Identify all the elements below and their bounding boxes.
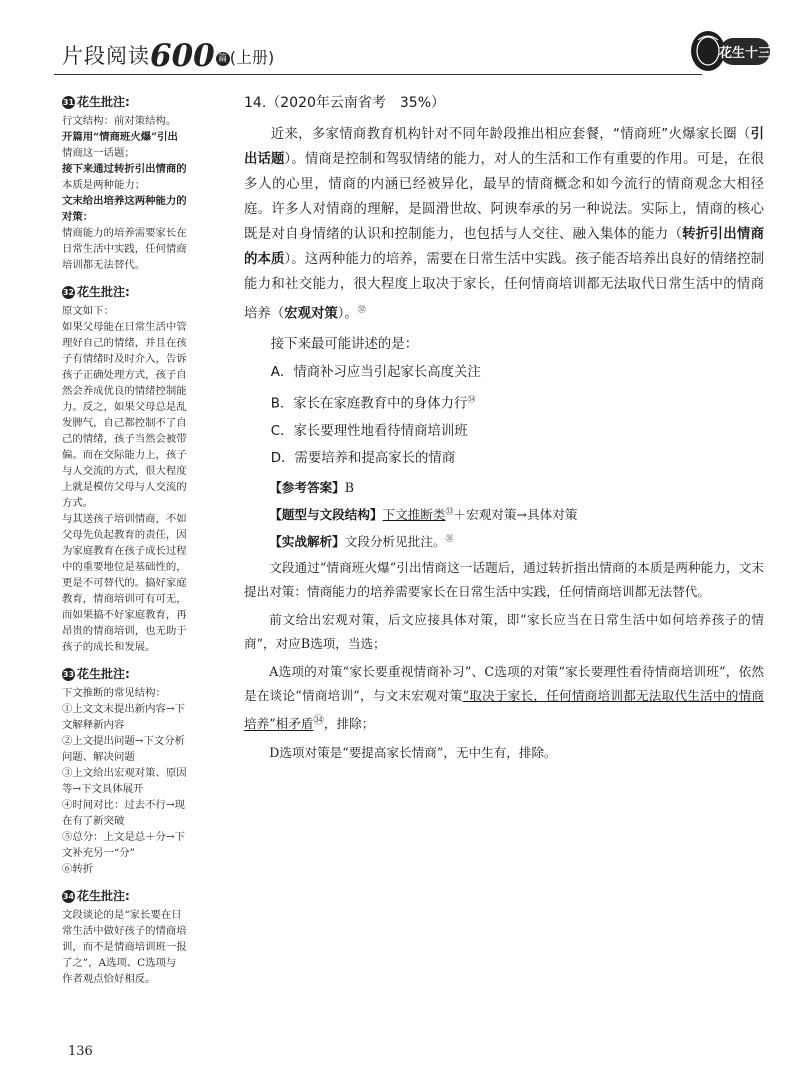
annotation-line: 等→下文具体展开: [62, 783, 144, 795]
annotation-line: 发脾气，自己都控制不了自: [62, 417, 187, 429]
analysis-p3-end: ，排除；: [323, 716, 375, 732]
annotation-line: ④时间对比：过去不行→现: [62, 799, 186, 811]
book-title-number: 600: [150, 38, 215, 74]
annotation-line: 培训都无法替代。: [62, 259, 146, 271]
note-mark: ㉞: [467, 395, 476, 405]
structure-type: 下文推断类: [382, 507, 446, 523]
annotation-line: 子有情绪时及时介入，告诉: [62, 353, 187, 365]
question-passage: [244, 122, 764, 326]
annotation-title: [62, 282, 222, 302]
annotation-line: 更是不可替代的。搞好家庭: [62, 577, 187, 589]
annotation-line: 文补充另一“分”: [62, 847, 135, 859]
peanut-logo-icon: [688, 28, 772, 74]
annotation-line: 开篇用“情商班火爆”引出: [62, 131, 178, 143]
annotation-line: 文解释新内容: [62, 719, 125, 731]
question-title: 14.（2020年云南省考 35%）: [244, 95, 446, 111]
annotation-line: 日常生活中实践，任何情商: [62, 243, 187, 255]
annotation-line: 而如果搞不好家庭教育，再: [62, 609, 187, 621]
annotation-line: 情商这一话题；: [62, 147, 135, 159]
annotation-line: ⑤总分：上文是总＋分→下: [62, 831, 186, 843]
annotation-line: 行文结构：前对策结构。: [62, 115, 177, 127]
book-title-badge: 篇: [216, 52, 230, 66]
annotation-title: [62, 886, 222, 906]
reference-answer-value: B: [344, 479, 355, 495]
annotation-number-badge: 33: [62, 670, 75, 679]
annotation-line: 孩子的成长和发展。: [62, 641, 156, 653]
structure-label: 【题型与文段结构】: [269, 507, 383, 523]
page-number: 136: [68, 1044, 93, 1059]
annotation-title-text: 花生批注:: [77, 889, 130, 903]
annotation-line: 力。反之，如果父母总是乱: [62, 401, 187, 413]
option-text: A．情商补习应当引起家长高度关注: [270, 365, 481, 381]
analysis-line: [244, 527, 764, 554]
annotation-line: 方式。: [62, 497, 94, 509]
annotation-line: 与其送孩子培训情商，不如: [62, 513, 187, 525]
annotation-line: 己的情绪，孩子当然会被带: [62, 433, 187, 445]
annotation-note: [62, 664, 222, 877]
note-mark: ㉝: [445, 506, 454, 516]
reference-answer-label: 【参考答案】: [269, 479, 345, 495]
annotation-line: ⑥转折: [62, 863, 94, 875]
sidebar-annotations: [62, 92, 222, 996]
annotation-line: 父母先负起教育的责任，因: [62, 529, 187, 541]
annotation-line: 接下来通过转折引出情商的: [62, 163, 187, 175]
annotation-line: ③上文给出宏观对策、原因: [62, 767, 187, 779]
analysis-p3-text: A选项的对策“家长要重视情商补习”、C选项的对策“家长要理性看待情商培训班”，依然是在谈论“情商培训”，与文末宏观对策: [244, 664, 764, 704]
note-mark: ㉞: [313, 714, 324, 727]
annotation-line: 与人交流的方式，很大程度: [62, 465, 187, 477]
option-item: [244, 418, 764, 445]
option-text: D．需要培养和提高家长的情商: [270, 450, 456, 466]
analysis-intro: 文段分析见批注。: [344, 534, 446, 550]
annotation-line: 原文如下：: [62, 305, 114, 317]
annotation-line: 为家庭教育在孩子成长过程: [62, 545, 187, 557]
passage-text-2: ）。情商是控制和驾驭情绪的能力，对人的生活和工作有重要的作用。可是，在很多人的心里，情商的内涵已经被异化，最早的情商概念和如今流行的情商观念大相径庭。许多人对情商的理解，是圆滑世故、阿谀奉承的另一种说法。实际上，情商的核心既是对自身情绪的认识和控制能力，也包括与人交往、融入集体的能力（: [244, 152, 764, 242]
annotation-number-badge: 34: [62, 892, 75, 901]
analysis-p3-underlined: “取决于家长，任何情商培训都无法取代生活中的情商培养”相矛盾: [244, 688, 764, 732]
annotation-line: 昂贵的情商培训，也无助于: [62, 625, 187, 637]
answer-options: [244, 359, 764, 471]
analysis-paragraph-3: [244, 660, 764, 736]
annotation-title-text: 花生批注:: [77, 285, 130, 299]
header-rule: [54, 74, 702, 75]
annotation-line: 对策：: [62, 211, 94, 223]
option-text: C．家长要理性地看待情商培训班: [270, 423, 468, 439]
book-title: [62, 38, 274, 74]
annotation-line: 情商能力的培养需要家长在: [62, 227, 187, 239]
passage-annotation-2: 转折引出情商的本质: [244, 227, 765, 267]
annotation-line: 本质是两种能力；: [62, 179, 146, 191]
annotation-note: [62, 92, 222, 273]
structure-line: [244, 500, 764, 527]
note-mark: ㉛: [445, 534, 454, 544]
annotation-note: [62, 282, 222, 655]
analysis-paragraph-4: D选项对策是“要提高家长情商”，无中生有，排除。: [269, 744, 557, 760]
annotation-line: 问题、解决问题: [62, 751, 135, 763]
annotation-line: 常生活中做好孩子的情商培: [62, 925, 187, 937]
annotation-line: 作者观点恰好相反。: [62, 973, 156, 985]
analysis-paragraph-2: 前文给出宏观对策，后文应接具体对策，即“家长应当在日常生活中如何培养孩子的情商”，对应B选项，当选；: [244, 612, 764, 652]
passage-text-1: 近来，多家情商教育机构针对不同年龄段推出相应套餐，“情商班”火爆家长圈（: [270, 127, 751, 142]
analysis-paragraph-1: 文段通过“情商班火爆”引出情商这一话题后，通过转折指出情商的本质是两种能力，文末提出对策：情商能力的培养需要家长在日常生活中实践，任何情商培训都无法替代。: [244, 560, 764, 600]
annotation-line: 训，而不是情商培训班一报: [62, 941, 187, 953]
annotation-line: 教育，情商培训可有可无，: [62, 593, 187, 605]
logo-text: 花生十三: [718, 46, 772, 61]
annotation-line: 在有了新突破: [62, 815, 125, 827]
annotation-line: 上就是模仿父母与人交流的: [62, 481, 187, 493]
annotation-note: [62, 886, 222, 987]
question-prompt: 接下来最可能讲述的是：: [270, 337, 419, 353]
passage-annotation-1: 引出话题: [244, 127, 764, 167]
passage-annotation-3: 宏观对策: [284, 306, 338, 322]
annotation-line: 理好自己的情绪，并且在孩: [62, 337, 187, 349]
annotation-line: 然会养成优良的情绪控制能: [62, 385, 187, 397]
annotation-line: 文段谈论的是“家长要在日: [62, 909, 182, 921]
page-header: [62, 28, 772, 80]
annotation-line: ②上文提出问题→下文分析: [62, 735, 186, 747]
option-item: [244, 445, 764, 472]
note-mark: ㉜: [357, 305, 366, 314]
option-item: [244, 386, 764, 417]
annotation-number-badge: 31: [62, 98, 75, 107]
passage-text-4: ）。: [337, 306, 358, 322]
book-title-prefix: 片段阅读: [62, 44, 150, 68]
option-item: [244, 359, 764, 386]
annotation-title: [62, 92, 222, 112]
option-text: B．家长在家庭教育中的身体力行: [270, 396, 468, 412]
passage-text-3: ）。这两种能力的培养，需要在日常生活中实践。孩子能否培养出良好的情绪控制能力和社交能力，很大程度上取决于家长，任何情商培训都无法取代日常生活中的情商培养（: [244, 252, 764, 322]
annotation-line: 孩子正确处理方式，孩子自: [62, 369, 187, 381]
annotation-title-text: 花生批注:: [77, 667, 130, 681]
annotation-line: 中的重要地位是基础性的，: [62, 561, 187, 573]
annotation-line: 如果父母能在日常生活中管: [62, 321, 187, 333]
annotation-line: 偏。而在交际能力上，孩子: [62, 449, 187, 461]
main-content: [244, 92, 764, 769]
analysis-label: 【实战解析】: [269, 534, 345, 550]
book-title-volume: (上册): [229, 48, 275, 67]
annotation-line: 了之”，A选项、C选项与: [62, 957, 177, 969]
annotation-number-badge: 32: [62, 288, 75, 297]
annotation-line: 文末给出培养这两种能力的: [62, 195, 187, 207]
structure-rest: ＋宏观对策→具体对策: [453, 507, 578, 523]
annotation-line: ①上文文末提出新内容→下: [62, 703, 186, 715]
annotation-title-text: 花生批注:: [77, 95, 130, 109]
reference-answer: [244, 476, 764, 500]
annotation-line: 下文推断的常见结构：: [62, 687, 166, 699]
annotation-title: [62, 664, 222, 684]
